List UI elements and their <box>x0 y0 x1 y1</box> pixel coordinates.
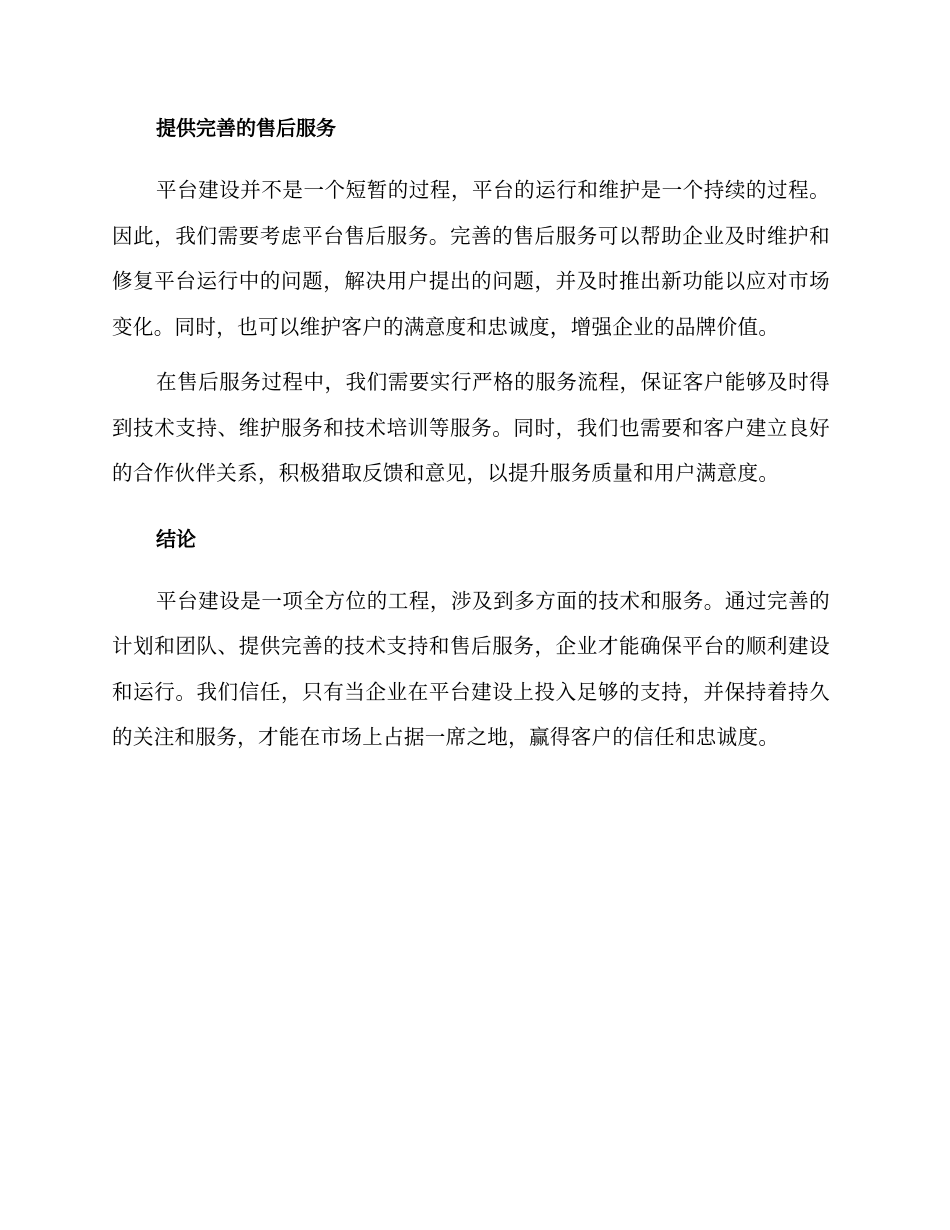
section-heading-conclusion: 结论 <box>156 526 196 551</box>
paragraph-after-sales-1: 平台建设并不是一个短暂的过程，平台的运行和维护是一个持续的过程。因此，我们需要考虑平台售后服务。完善的售后服务可以帮助企业及时维护和修复平台运行中的问题，解决用户提出的问题，并及时推出新功能以应对市场变化。同时，也可以维护客户的满意度和忠诚度，增强企业的品牌价值。 <box>112 178 830 339</box>
paragraph-after-sales-2: 在售后服务过程中，我们需要实行严格的服务流程，保证客户能够及时得到技术支持、维护服务和技术培训等服务。同时，我们也需要和客户建立良好的合作伙伴关系，积极猎取反馈和意见，以提升服务质量和用户满意度。 <box>112 370 830 485</box>
document-page <box>112 112 830 761</box>
paragraph-conclusion-1: 平台建设是一项全方位的工程，涉及到多方面的技术和服务。通过完善的计划和团队、提供完善的技术支持和售后服务，企业才能确保平台的顺利建设和运行。我们信任，只有当企业在平台建设上投入足够的支持，并保持着持久的关注和服务，才能在市场上占据一席之地，赢得客户的信任和忠诚度。 <box>112 588 830 749</box>
section-heading-after-sales: 提供完善的售后服务 <box>156 116 336 140</box>
